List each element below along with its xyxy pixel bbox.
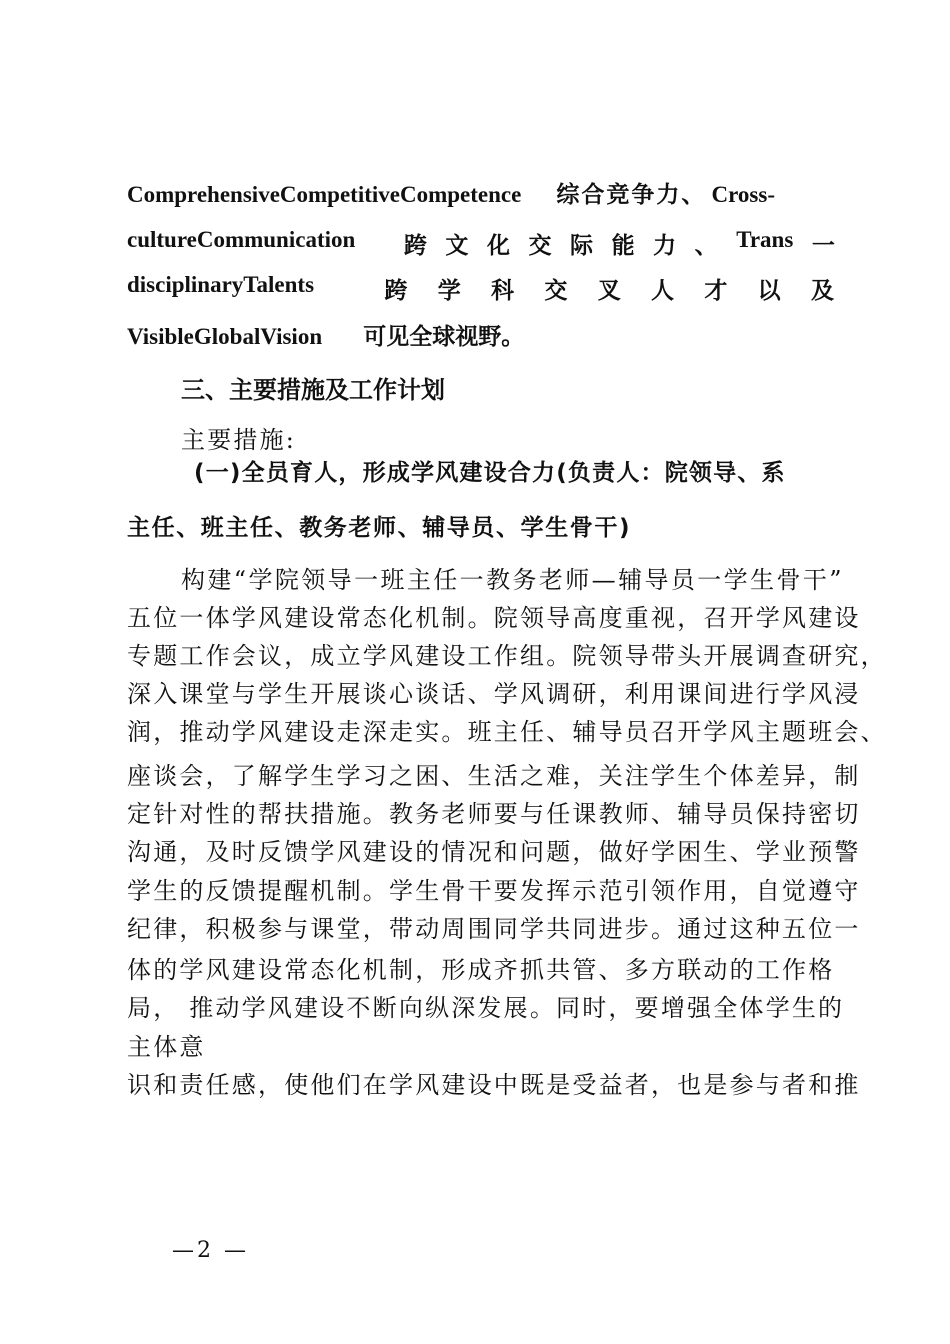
cn-char: 际: [570, 233, 594, 259]
term-visible-global: VisibleGlobalVision: [127, 324, 323, 349]
cn-char: 及: [811, 278, 834, 304]
cn-char: 人: [651, 278, 675, 304]
cn-char: 文: [445, 233, 469, 259]
sub-label: 主要措施:: [181, 426, 297, 454]
cn-char: 力: [653, 233, 677, 259]
intro-line-4: [127, 318, 524, 351]
cn-char: 化: [486, 233, 510, 259]
paragraph-line: 深入课堂与学生开展谈心谈话、学风调研，利用课间进行学风浸: [127, 680, 861, 708]
paragraph-line: 主体意: [127, 1033, 206, 1061]
term-cross: Cross-: [711, 182, 775, 207]
paragraph-line: 识和责任感，使他们在学风建设中既是受益者，也是参与者和推: [127, 1071, 861, 1099]
term-cn-4: 可见全球视野。: [363, 324, 525, 350]
paragraph-line: 沟通，及时反馈学风建设的情况和问题，做好学困生、学业预警: [127, 838, 861, 866]
cn-char: 跨: [384, 278, 408, 304]
term-trans: Trans: [736, 227, 794, 252]
term-culture-communication: cultureCommunication: [127, 227, 356, 252]
paragraph-line: 座谈会，了解学生学习之困、生活之难，关注学生个体差异，制: [127, 762, 861, 790]
cn-char: 交: [544, 278, 568, 304]
intro-line-3: [127, 272, 834, 305]
cn-char: 能: [611, 233, 635, 259]
intro-line-1: [127, 176, 827, 209]
paragraph-line: 体的学风建设常态化机制，形成齐抓共管、多方联动的工作格: [127, 956, 835, 984]
cn-char: 跨: [403, 233, 427, 259]
item1-title-line2: 主任、班主任、教务老师、辅导员、学生骨干): [127, 515, 632, 541]
paragraph-line: 润，推动学风建设走深走实。班主任、辅导员召开学风主题班会、: [127, 718, 887, 746]
cn-char: 交: [528, 233, 552, 259]
paragraph-line: 构建“学院领导一班主任一教务老师—辅导员一学生骨干”: [181, 566, 844, 594]
term-disciplinary: disciplinaryTalents: [127, 272, 315, 297]
paragraph-line: 五位一体学风建设常态化机制。院领导高度重视，召开学风建设: [127, 604, 861, 632]
cn-char: 叉: [597, 278, 621, 304]
paragraph-line: 学生的反馈提醒机制。学生骨干要发挥示范引领作用，自觉遵守: [127, 877, 861, 905]
paragraph-line: 局， 推动学风建设不断向纵深发展。同时，要增强全体学生的: [127, 994, 845, 1022]
cn-char: 、: [694, 233, 718, 259]
paragraph-line: 专题工作会议，成立学风建设工作组。院领导带头开展调查研究，: [127, 642, 887, 670]
intro-line-2: [127, 227, 835, 260]
page-number: —2 —: [172, 1238, 249, 1263]
dash-char: 一: [811, 233, 835, 259]
cn-char: 才: [704, 278, 728, 304]
term-comprehensive: ComprehensiveCompetitiveCompetence: [127, 182, 522, 207]
section-heading: 三、主要措施及工作计划: [181, 376, 445, 404]
item1-title-line1: (一)全员育人，形成学风建设合力(负责人：院领导、系: [194, 460, 786, 486]
paragraph-line: 定针对性的帮扶措施。教务老师要与任课教师、辅导员保持密切: [127, 800, 861, 828]
paragraph-line: 纪律，积极参与课堂，带动周围同学共同进步。通过这种五位一: [127, 915, 861, 943]
term-cn-1: 综合竞争力、: [556, 182, 707, 208]
cn-char: 以: [757, 278, 781, 304]
cn-char: 科: [491, 278, 515, 304]
cn-char: 学: [437, 278, 461, 304]
